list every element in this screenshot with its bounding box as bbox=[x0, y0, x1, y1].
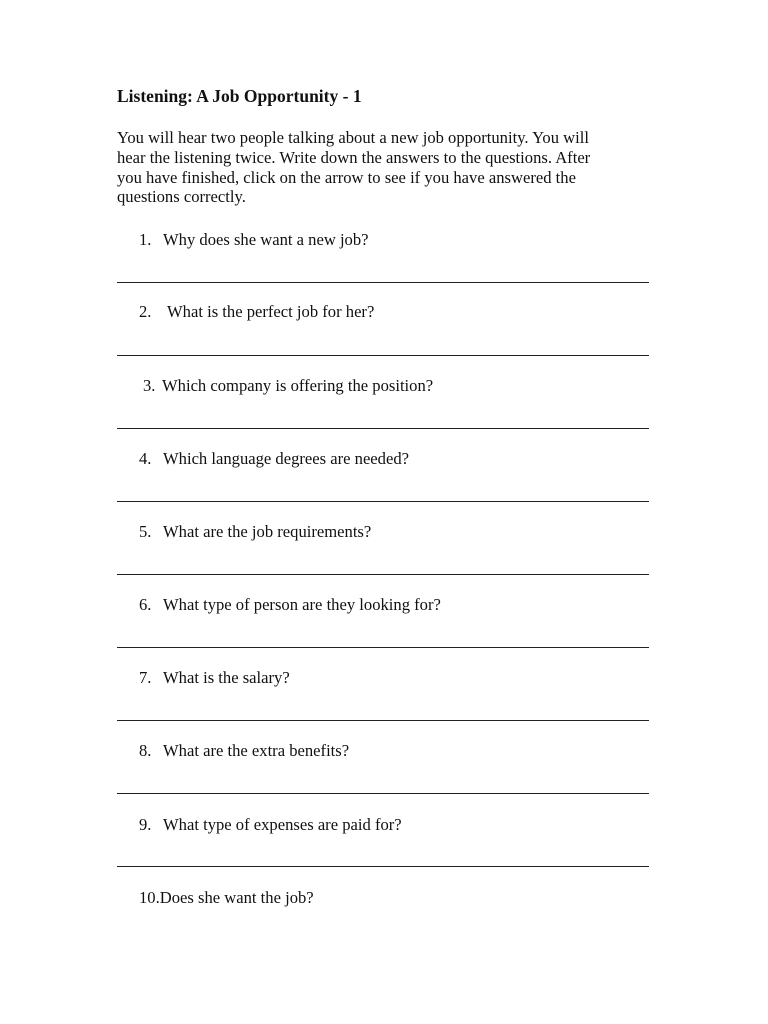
answer-line-6[interactable] bbox=[117, 647, 649, 648]
answer-line-7[interactable] bbox=[117, 720, 649, 721]
worksheet-title: Listening: A Job Opportunity - 1 bbox=[117, 86, 362, 106]
answer-line-9[interactable] bbox=[117, 866, 649, 867]
question-text: Why does she want a new job? bbox=[163, 230, 369, 249]
question-text: What type of person are they looking for? bbox=[163, 595, 441, 614]
question-1 bbox=[139, 230, 369, 250]
question-number: 1. bbox=[139, 230, 152, 249]
question-number: 6. bbox=[139, 595, 152, 614]
question-number: 5. bbox=[139, 522, 152, 541]
question-9 bbox=[139, 815, 402, 835]
question-number: 2. bbox=[139, 302, 152, 321]
question-number: 3. bbox=[143, 376, 156, 395]
instructions-paragraph bbox=[117, 128, 657, 207]
question-10 bbox=[139, 888, 314, 908]
question-text: What is the salary? bbox=[163, 668, 290, 687]
question-text: Does she want the job? bbox=[159, 888, 314, 907]
question-number: 10. bbox=[139, 888, 160, 907]
question-number: 7. bbox=[139, 668, 152, 687]
question-number: 8. bbox=[139, 741, 152, 760]
answer-line-1[interactable] bbox=[117, 282, 649, 283]
question-3 bbox=[143, 376, 433, 396]
question-text: What are the job requirements? bbox=[163, 522, 372, 541]
question-number: 4. bbox=[139, 449, 152, 468]
question-7 bbox=[139, 668, 290, 688]
answer-line-4[interactable] bbox=[117, 501, 649, 502]
question-6 bbox=[139, 595, 441, 615]
question-8 bbox=[139, 741, 349, 761]
instructions-line: questions correctly. bbox=[117, 187, 246, 207]
question-text: Which language degrees are needed? bbox=[163, 449, 409, 468]
instructions-line: hear the listening twice. Write down the answers to the questions. After bbox=[117, 147, 591, 167]
question-text: What is the perfect job for her? bbox=[167, 302, 375, 321]
answer-line-8[interactable] bbox=[117, 793, 649, 794]
question-2 bbox=[139, 302, 374, 322]
question-text: What type of expenses are paid for? bbox=[163, 815, 402, 834]
answer-line-2[interactable] bbox=[117, 355, 649, 356]
question-number: 9. bbox=[139, 815, 152, 834]
question-text: Which company is offering the position? bbox=[162, 376, 434, 395]
question-5 bbox=[139, 522, 371, 542]
instructions-line: You will hear two people talking about a new job opportunity. You will bbox=[117, 128, 589, 147]
question-4 bbox=[139, 449, 409, 469]
answer-line-5[interactable] bbox=[117, 574, 649, 575]
instructions-line: you have finished, click on the arrow to see if you have answered the bbox=[117, 167, 576, 187]
answer-line-3[interactable] bbox=[117, 428, 649, 429]
question-text: What are the extra benefits? bbox=[163, 741, 350, 760]
